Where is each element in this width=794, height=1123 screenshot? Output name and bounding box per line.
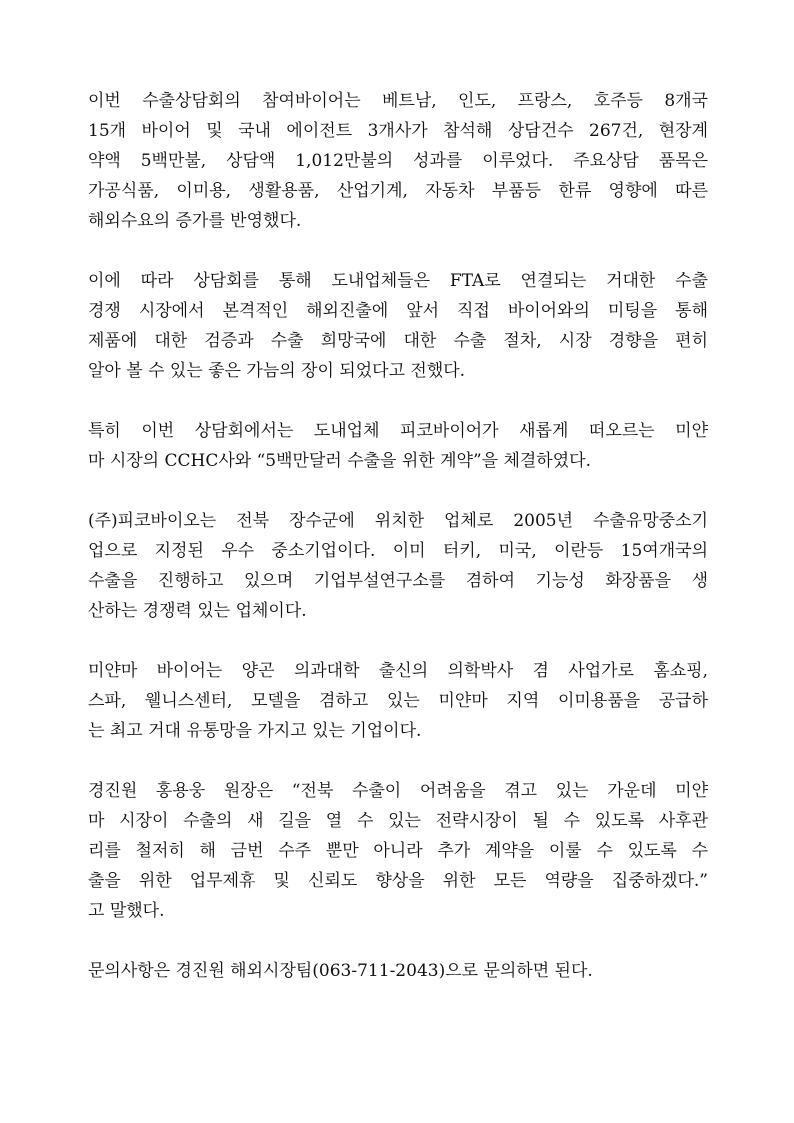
text-line: 마 시장의 CCHC사와 “5백만달러 수출을 위한 계약”을 체결하였다.	[88, 451, 591, 471]
text-line: 출을 위한 업무제휴 및 신뢰도 향상을 위한 모든 역량을 집중하겠다.”	[88, 871, 708, 891]
document-body	[88, 86, 708, 986]
text-line: 고 말했다.	[88, 901, 165, 921]
paragraph-director-quote	[88, 776, 708, 926]
text-line: 는 최고 거대 유통망을 가지고 있는 기업이다.	[88, 721, 422, 741]
text-line: 알아 볼 수 있는 좋은 가늠의 장이 되었다고 전했다.	[88, 361, 466, 381]
text-line: 15개 바이어 및 국내 에이전트 3개사가 참석해 상담건수 267건, 현장계	[88, 121, 708, 141]
text-line: 약액 5백만불, 상담액 1,012만불의 성과를 이루었다. 주요상담 품목은	[88, 151, 708, 171]
text-line: 수출을 진행하고 있으며 기업부설연구소를 겸하여 기능성 화장품을 생	[88, 571, 708, 591]
text-line: 제품에 대한 검증과 수출 희망국에 대한 수출 절차, 시장 경향을 편히	[88, 331, 708, 351]
text-line: 문의사항은 경진원 해외시장팀(063-711-2043)으로 문의하면 된다.	[88, 961, 593, 981]
text-line: 마 시장이 수출의 새 길을 열 수 있는 전략시장이 될 수 있도록 사후관	[88, 811, 708, 831]
paragraph-fta-market	[88, 266, 708, 386]
paragraph-buyer-profile	[88, 656, 708, 746]
paragraph-contact-info	[88, 956, 708, 986]
paragraph-company-profile	[88, 506, 708, 626]
paragraph-contract	[88, 416, 708, 476]
text-line: 리를 철저히 해 금번 수주 뿐만 아니라 추가 계약을 이룰 수 있도록 수	[88, 841, 708, 861]
text-line: 해외수요의 증가를 반영했다.	[88, 211, 302, 231]
text-line: 경쟁 시장에서 본격적인 해외진출에 앞서 직접 바이어와의 미팅을 통해	[88, 301, 708, 321]
text-line: (주)피코바이오는 전북 장수군에 위치한 업체로 2005년 수출유망중소기	[88, 511, 708, 531]
text-line: 산하는 경쟁력 있는 업체이다.	[88, 601, 307, 621]
text-line: 이번 수출상담회의 참여바이어는 베트남, 인도, 프랑스, 호주등 8개국	[88, 91, 708, 111]
text-line: 미얀마 바이어는 양곤 의과대학 출신의 의학박사 겸 사업가로 홈쇼핑,	[88, 661, 708, 681]
text-line: 이에 따라 상담회를 통해 도내업체들은 FTA로 연결되는 거대한 수출	[88, 271, 708, 291]
text-line: 스파, 웰니스센터, 모델을 겸하고 있는 미얀마 지역 이미용품을 공급하	[88, 691, 708, 711]
text-line: 특히 이번 상담회에서는 도내업체 피코바이어가 새롭게 떠오르는 미얀	[88, 421, 708, 441]
text-line: 경진원 홍용웅 원장은 “전북 수출이 어려움을 겪고 있는 가운데 미얀	[88, 781, 708, 801]
paragraph-consultation-results	[88, 86, 708, 236]
text-line: 업으로 지정된 우수 중소기업이다. 이미 터키, 미국, 이란등 15여개국의	[88, 541, 708, 561]
text-line: 가공식품, 이미용, 생활용품, 산업기계, 자동차 부품등 한류 영향에 따른	[88, 181, 708, 201]
